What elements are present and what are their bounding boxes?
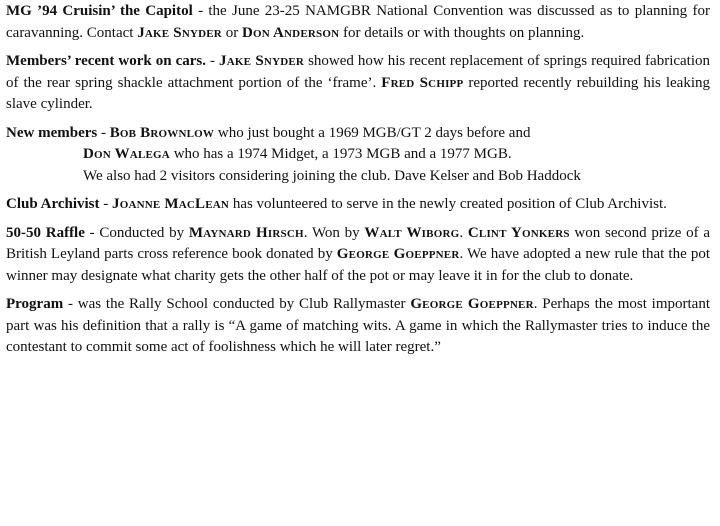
raffle-name-1: Maynard Hirsch xyxy=(188,224,304,241)
convention-text-3: for details or with thoughts on planning. xyxy=(339,24,585,41)
raffle-paragraph xyxy=(6,223,710,288)
new-members-name-1: Bob Brownlow xyxy=(109,124,215,141)
raffle-name-2: Walt Wiborg xyxy=(364,224,460,241)
new-members-text-3: who has a 1974 Midget, a 1973 MGB and a 1977 MGB. xyxy=(169,146,512,162)
program-heading: Program xyxy=(6,296,64,312)
new-members-text-2: who just bought a 1969 MGB/GT 2 days before and xyxy=(214,124,531,141)
new-members-visitors: We also had 2 visitors considering joining the club. Dave Kelser and Bob Haddock xyxy=(83,167,581,184)
raffle-name-3: Clint Yonkers xyxy=(467,224,570,241)
new-members-line-1 xyxy=(6,123,710,145)
raffle-heading: 50-50 Raffle xyxy=(6,224,85,241)
convention-name-2: Don Anderson xyxy=(241,24,340,41)
archivist-text-2: has volunteered to serve in the newly created position of Club Archivist. xyxy=(229,196,667,212)
members-work-name-2: Fred Schipp xyxy=(381,74,464,91)
raffle-text-3: . xyxy=(459,224,468,241)
program-paragraph xyxy=(6,294,710,359)
members-work-text-2: showed how his recent replacement of springs required fabrication of the rear spring shackle attachment portion of the ‘frame’. xyxy=(6,53,711,91)
new-members-line-2 xyxy=(6,144,710,166)
program-text-2: . Perhaps the most important part was his definition that a rally is “A game of matching wits. A game in which the Rallymaster tries to induce the contestant to commit some act of foolishness which he will later regret.” xyxy=(6,296,710,355)
members-work-paragraph xyxy=(6,51,710,116)
raffle-name-4: George Goeppner xyxy=(336,246,460,262)
convention-paragraph xyxy=(6,1,710,44)
convention-text-1: - the June 23-25 NAMGBR National Convention was discussed as to planning for caravanning. Contact xyxy=(6,3,710,41)
raffle-text-5: . We have adopted a new rule that the pot winner may designate what charity gets the other half of the pot or may leave it in for the club to donate. xyxy=(6,246,710,284)
archivist-text-1: - xyxy=(99,196,112,212)
new-members-heading: New members xyxy=(6,124,98,141)
members-work-text-1: - xyxy=(206,53,220,69)
archivist-heading: Club Archivist xyxy=(6,196,100,212)
convention-name-1: Jake Snyder xyxy=(137,24,222,41)
newsletter-page xyxy=(0,1,718,359)
program-text-1: - was the Rally School conducted by Club Rallymaster xyxy=(63,296,411,312)
raffle-text-1: - Conducted by xyxy=(84,224,189,241)
archivist-paragraph xyxy=(6,194,710,216)
new-members-paragraph xyxy=(6,123,710,188)
new-members-name-2: Don Walega xyxy=(83,146,170,162)
members-work-heading: Members’ recent work on cars. xyxy=(6,53,207,69)
raffle-text-2: . Won by xyxy=(303,224,365,241)
new-members-text-1: - xyxy=(97,124,110,141)
members-work-name-1: Jake Snyder xyxy=(219,53,305,69)
archivist-name-1: Joanne MacLean xyxy=(112,196,230,212)
convention-text-2: or xyxy=(221,24,242,41)
raffle-text-4: won second prize of a British Leyland parts cross reference book donated by xyxy=(6,224,711,262)
program-name-1: George Goeppner xyxy=(410,296,534,312)
members-work-text-3: reported recently rebuilding his leaking slave cylinder. xyxy=(6,74,710,112)
convention-heading: MG ’94 Cruisin’ the Capitol xyxy=(6,3,193,19)
